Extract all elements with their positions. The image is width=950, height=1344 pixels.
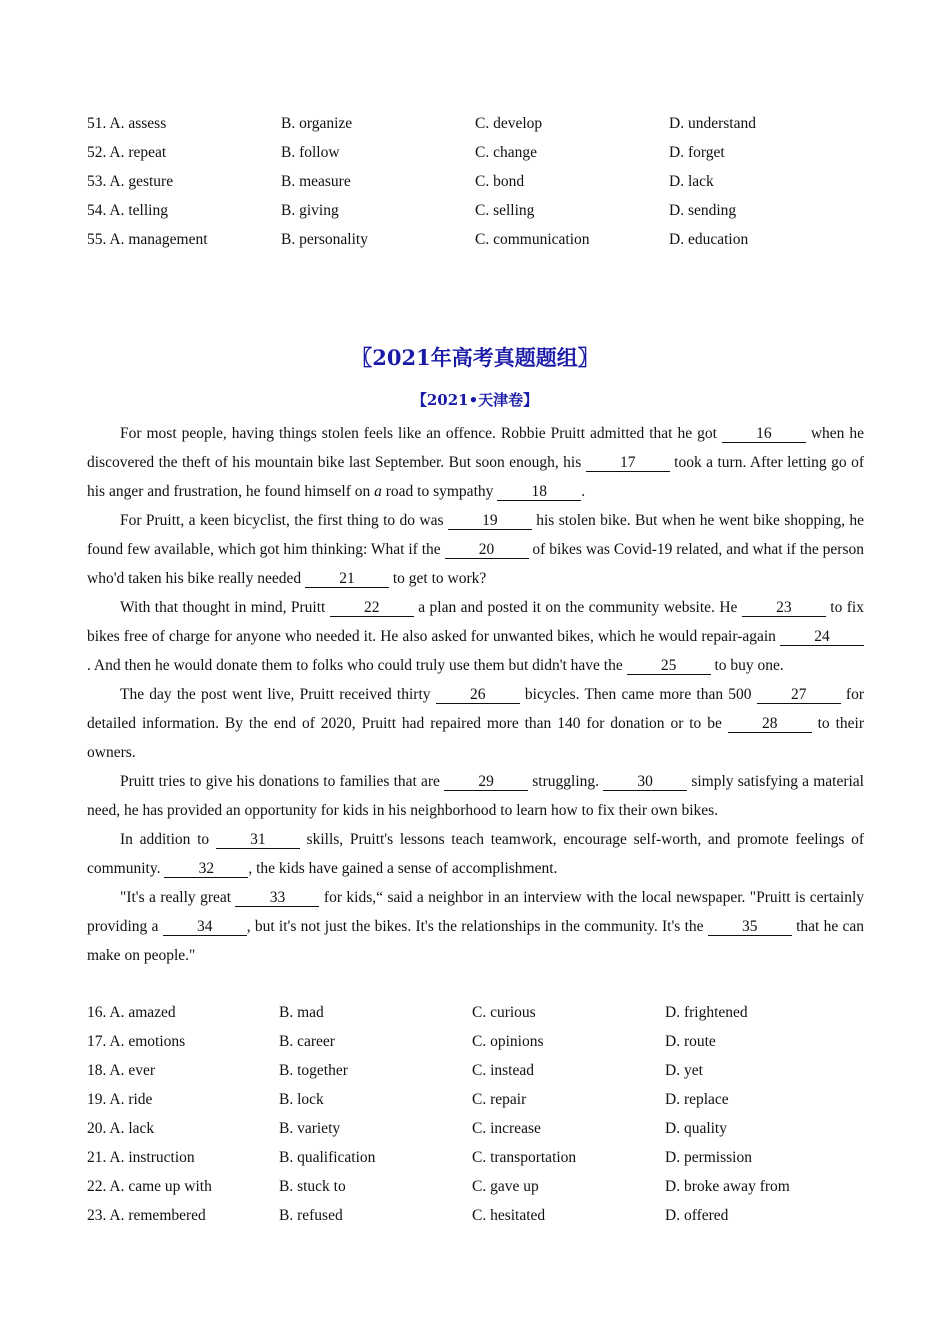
option-row-23 — [87, 1201, 864, 1230]
option-a: 54. A. telling — [87, 202, 168, 219]
option-c: C. gave up — [472, 1178, 539, 1195]
option-row-53 — [87, 167, 864, 196]
passage-text: simply satisfying a material need, he has provided an opportunity for kids in his neighborhood to learn how to fix their own bikes. — [87, 773, 864, 819]
blank-32: 32 — [164, 860, 248, 878]
options-table-51-55 — [87, 109, 864, 254]
option-c: C. bond — [475, 173, 525, 190]
blank-35: 35 — [708, 918, 792, 936]
option-b: B. measure — [281, 173, 351, 190]
blank-33: 33 — [235, 889, 319, 907]
option-row-51 — [87, 109, 864, 138]
blank-26: 26 — [436, 686, 520, 704]
passage-text: bicycles. Then came more than 500 — [519, 686, 757, 703]
option-a: 53. A. gesture — [87, 173, 174, 190]
blank-20: 20 — [445, 541, 529, 559]
option-row-55 — [87, 225, 864, 254]
option-row-21 — [87, 1143, 864, 1172]
passage-text: In addition to — [120, 831, 216, 848]
option-d: D. education — [669, 231, 749, 248]
option-c: C. communication — [475, 231, 590, 248]
option-b: B. together — [279, 1062, 348, 1079]
passage-text: , but it's not just the bikes. It's the relationships in the community. It's the — [246, 918, 708, 935]
passage-text: Pruitt tries to give his donations to families that are — [120, 773, 445, 790]
option-a: 51. A. assess — [87, 115, 167, 132]
option-a: 18. A. ever — [87, 1062, 156, 1079]
blank-31: 31 — [216, 831, 300, 849]
option-c: C. transportation — [472, 1149, 577, 1166]
option-row-22 — [87, 1172, 864, 1201]
option-b: B. mad — [279, 1004, 324, 1021]
option-c: C. develop — [475, 115, 543, 132]
option-row-20 — [87, 1114, 864, 1143]
option-b: B. variety — [279, 1120, 341, 1137]
option-a: 20. A. lack — [87, 1120, 155, 1137]
options-table-16-23 — [87, 998, 864, 1230]
blank-27: 27 — [757, 686, 841, 704]
option-row-18 — [87, 1056, 864, 1085]
blank-30: 30 — [603, 773, 687, 791]
option-b: B. stuck to — [279, 1178, 346, 1195]
passage-text: to buy one. — [710, 657, 784, 674]
passage-text: to get to work? — [389, 570, 487, 587]
blank-24: 24 — [780, 628, 864, 646]
paragraph-7 — [87, 883, 864, 970]
option-c: C. repair — [472, 1091, 527, 1108]
passage-text: struggling. — [528, 773, 604, 790]
blank-18: 18 — [497, 483, 581, 501]
option-d: D. broke away from — [665, 1178, 790, 1195]
option-c: C. instead — [472, 1062, 534, 1079]
option-c: C. increase — [472, 1120, 541, 1137]
option-a: 21. A. instruction — [87, 1149, 195, 1166]
blank-21: 21 — [305, 570, 389, 588]
option-row-52 — [87, 138, 864, 167]
option-a: 22. A. came up with — [87, 1178, 212, 1195]
passage-text: skills, Pruitt's lessons teach teamwork, encourage self-worth, and promote feelings of community. — [87, 831, 864, 877]
passage-text: road to sympathy — [381, 483, 498, 500]
option-d: D. understand — [669, 115, 756, 132]
paragraph-2 — [87, 506, 864, 593]
passage-text: when he discovered the theft of his mountain bike last September. But soon enough, his — [87, 425, 864, 471]
option-b: B. qualification — [279, 1149, 376, 1166]
passage-text: The day the post went live, Pruitt received thirty — [120, 686, 436, 703]
passage-text: that he can make on people." — [87, 918, 864, 964]
option-c: C. change — [475, 144, 537, 161]
passage-text: With that thought in mind, Pruitt — [120, 599, 330, 616]
blank-16: 16 — [722, 425, 806, 443]
option-b: B. lock — [279, 1091, 324, 1108]
passage-text: for detailed information. By the end of 2020, Pruitt had repaired more than 140 for donation or to be — [87, 686, 864, 732]
passage-text: took a turn. After letting go of his anger and frustration, he found himself on — [87, 454, 864, 500]
passage-text: "It's a really great — [120, 889, 236, 906]
option-c: C. curious — [472, 1004, 536, 1021]
blank-22: 22 — [330, 599, 414, 617]
option-d: D. quality — [665, 1120, 727, 1137]
section-subtitle: 【2021•天津卷】 — [411, 391, 539, 409]
blank-23: 23 — [742, 599, 826, 617]
option-d: D. lack — [669, 173, 714, 190]
blank-17: 17 — [586, 454, 670, 472]
passage-text: . And then he would donate them to folks who could truly use them but didn't have the — [87, 657, 627, 674]
passage-text: , the kids have gained a sense of accomplishment. — [248, 860, 558, 877]
option-row-16 — [87, 998, 864, 1027]
passage-text: . — [581, 483, 586, 500]
option-a: 55. A. management — [87, 231, 208, 248]
option-b: B. career — [279, 1033, 335, 1050]
option-b: B. refused — [279, 1207, 343, 1224]
option-c: C. opinions — [472, 1033, 544, 1050]
paragraph-6 — [87, 825, 864, 883]
option-a: 23. A. remembered — [87, 1207, 206, 1224]
paragraph-5 — [87, 767, 864, 825]
option-b: B. follow — [281, 144, 340, 161]
blank-25: 25 — [627, 657, 711, 675]
option-d: D. yet — [665, 1062, 703, 1079]
option-row-19 — [87, 1085, 864, 1114]
option-a: 19. A. ride — [87, 1091, 153, 1108]
option-b: B. giving — [281, 202, 339, 219]
option-d: D. forget — [669, 144, 725, 161]
passage-text: For Pruitt, a keen bicyclist, the first thing to do was — [120, 512, 448, 529]
italic-word: a — [374, 483, 382, 500]
section-title: 〖2021年高考真题题组〗 — [351, 345, 599, 370]
passage-text: of bikes was Covid-19 related, and what if the person who'd taken his bike really needed — [87, 541, 864, 587]
passage-text: to their owners. — [87, 715, 864, 761]
option-d: D. frightened — [665, 1004, 748, 1021]
passage-text: for kids,“ said a neighbor in an interview with the local newspaper. "Pruitt is certainly providing a — [87, 889, 865, 935]
option-a: 52. A. repeat — [87, 144, 167, 161]
option-d: D. route — [665, 1033, 716, 1050]
blank-29: 29 — [444, 773, 528, 791]
option-a: 16. A. amazed — [87, 1004, 176, 1021]
passage-text: his stolen bike. But when he went bike shopping, he found few available, which got him thinking: What if the — [87, 512, 864, 558]
passage-text: to fix bikes free of charge for anyone who needed it. He also asked for unwanted bikes, which he would repair-again — [87, 599, 864, 645]
paragraph-3 — [87, 593, 864, 680]
option-d: D. replace — [665, 1091, 729, 1108]
option-row-54 — [87, 196, 864, 225]
cloze-passage — [87, 419, 864, 970]
option-b: B. organize — [281, 115, 353, 132]
option-d: D. sending — [669, 202, 737, 219]
passage-text: For most people, having things stolen feels like an offence. Robbie Pruitt admitted that he got — [120, 425, 722, 442]
option-d: D. offered — [665, 1207, 729, 1224]
paragraph-1 — [87, 419, 864, 506]
option-row-17 — [87, 1027, 864, 1056]
option-a: 17. A. emotions — [87, 1033, 186, 1050]
option-d: D. permission — [665, 1149, 752, 1166]
paragraph-4 — [87, 680, 864, 767]
option-c: C. hesitated — [472, 1207, 546, 1224]
passage-text: a plan and posted it on the community website. He — [413, 599, 742, 616]
blank-19: 19 — [448, 512, 532, 530]
blank-28: 28 — [728, 715, 812, 733]
option-c: C. selling — [475, 202, 535, 219]
blank-34: 34 — [163, 918, 247, 936]
option-b: B. personality — [281, 231, 368, 248]
